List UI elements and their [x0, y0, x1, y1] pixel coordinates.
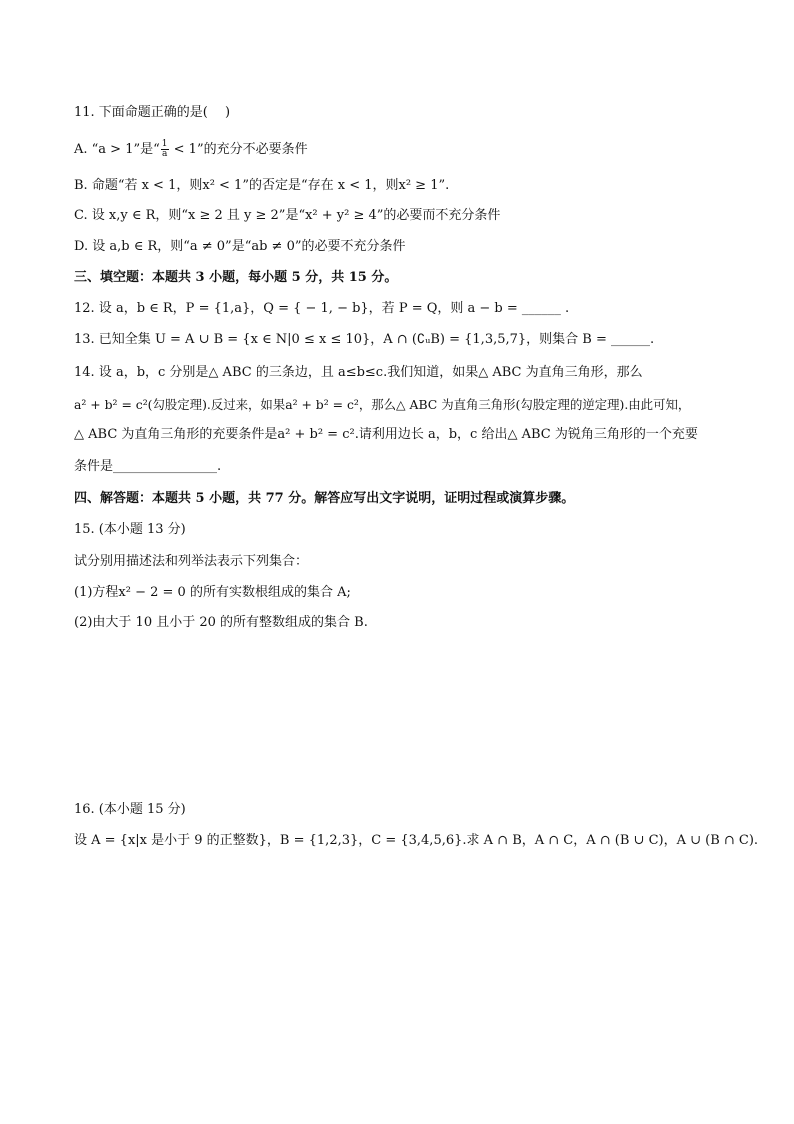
q16-stem: 设 A = {x|x 是小于 9 的正整数}，B = {1,2,3}，C = {3,4,5,6}.求 A ∩ B，A ∩ C，A ∩ (B ∪ C)，A ∪ (B ∩ C).: [74, 833, 759, 848]
q15-part-1: (1)方程x² − 2 = 0 的所有实数根组成的集合 A;: [74, 585, 351, 600]
q15-stem: 试分别用描述法和列举法表示下列集合：: [74, 554, 309, 569]
q16-header: 16. (本小题 15 分): [74, 802, 186, 817]
q15-header: 15. (本小题 13 分): [74, 522, 186, 537]
fraction-denominator: a: [161, 149, 168, 159]
fraction-numerator: 1: [161, 139, 168, 149]
q14-line-2: a² + b² = c²(勾股定理).反过来，如果a² + b² = c²，那么△ ABC 为直角三角形(勾股定理的逆定理).由此可知，: [74, 397, 691, 412]
section-fill-in-heading: 三、填空题：本题共 3 小题，每小题 5 分，共 15 分。: [74, 270, 398, 285]
q15-part-2: (2)由大于 10 且小于 20 的所有整数组成的集合 B.: [74, 615, 368, 630]
q11-option-a-fraction: [161, 140, 169, 159]
q11-option-b: B. 命题“若 x < 1，则x² < 1”的否定是“存在 x < 1，则x² ≥ 1”.: [74, 178, 450, 193]
q11-option-c: C. 设 x,y ∈ R，则“x ≥ 2 且 y ≥ 2”是“x² + y² ≥ 4”的必要而不充分条件: [74, 208, 501, 223]
q12-text: 12. 设 a，b ∈ R，P = {1,a}，Q = { − 1, − b}，若 P = Q，则 a − b = ______ .: [74, 301, 570, 316]
section-answer-heading: 四、解答题：本题共 5 小题，共 77 分。解答应写出文字说明，证明过程或演算步骤。: [74, 491, 575, 506]
q11-option-a-post: < 1”的充分不必要条件: [169, 142, 308, 157]
q13-text: 13. 已知全集 U = A ∪ B = {x ∈ N|0 ≤ x ≤ 10}，A ∩ (∁ᵤB) = {1,3,5,7}，则集合 B = ______.: [74, 332, 655, 347]
q14-line-3: △ ABC 为直角三角形的充要条件是a² + b² = c².请利用边长 a，b，c 给出△ ABC 为锐角三角形的一个充要: [74, 427, 698, 442]
q11-stem: 11. 下面命题正确的是( ): [74, 105, 231, 120]
q11-option-d: D. 设 a,b ∈ R，则“a ≠ 0”是“ab ≠ 0”的必要不充分条件: [74, 239, 406, 254]
q11-option-a: [74, 140, 308, 159]
q14-line-1: 14. 设 a，b，c 分别是△ ABC 的三条边，且 a≤b≤c.我们知道，如果△ ABC 为直角三角形，那么: [74, 365, 643, 380]
q14-line-4: 条件是________________.: [74, 459, 222, 474]
q11-option-a-pre: A. “a > 1”是“: [74, 142, 160, 157]
